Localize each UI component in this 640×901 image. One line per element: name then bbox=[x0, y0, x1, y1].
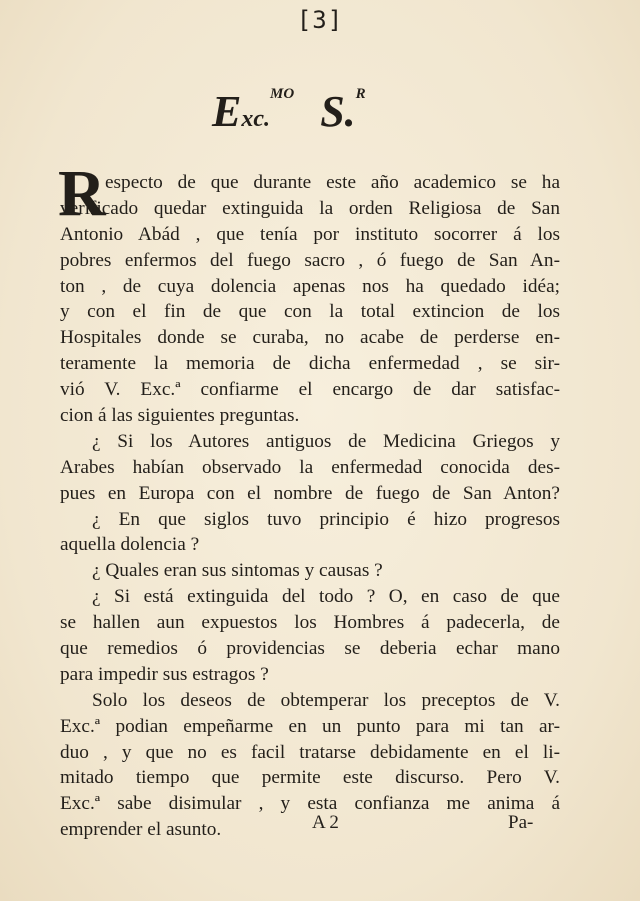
text-line: se hallen aun expuestos los Hombres á padecerla, de bbox=[60, 612, 560, 634]
text-line: duo , y que no es facil tratarse debidamente en el li- bbox=[60, 741, 560, 763]
text-line: pobres enfermos del fuego sacro , ó fuego de San An- bbox=[60, 249, 560, 271]
salutation-heading bbox=[212, 86, 366, 137]
text-line: ton , de cuya dolencia apenas nos ha quedado idéa; bbox=[60, 275, 560, 297]
salutation-s-capital: S. bbox=[320, 87, 356, 136]
catchword: Pa- bbox=[508, 812, 534, 833]
salutation-s-superscript: R bbox=[355, 85, 366, 102]
text-line: y con el fin de que con la total extincion de los bbox=[60, 301, 560, 323]
text-line: que remedios ó providencias se deberia echar mano bbox=[60, 638, 560, 660]
signature-mark: A 2 bbox=[312, 812, 339, 833]
text-line: Solo los deseos de obtemperar los preceptos de V. bbox=[92, 689, 560, 711]
text-line: Hospitales donde se curaba, no acabe de perderse en- bbox=[60, 327, 560, 349]
text-line: Antonio Abád , que tenía por instituto socorrer á los bbox=[60, 223, 560, 245]
text-line: verificado quedar extinguida la orden Religiosa de San bbox=[60, 197, 560, 219]
salutation-e-rest: xc. bbox=[241, 106, 271, 132]
text-line: mitado tiempo que permite este discurso. Pero V. bbox=[60, 767, 560, 789]
text-line: para impedir sus estragos ? bbox=[60, 663, 269, 685]
text-line: Exc.ª podian empeñarme en un punto para mi tan ar- bbox=[60, 715, 560, 737]
salutation-e-superscript: MO bbox=[270, 85, 295, 102]
body-text bbox=[60, 170, 560, 843]
text-line: ¿ Si está extinguida del todo ? O, en caso de que bbox=[92, 586, 560, 608]
text-line: Exc.ª sabe disimular , y esta confianza me anima á bbox=[60, 793, 560, 815]
text-line: ¿ Quales eran sus sintomas y causas ? bbox=[92, 560, 383, 582]
text-line: cion á las siguientes preguntas. bbox=[60, 405, 300, 427]
text-line: emprender el asunto. bbox=[60, 819, 222, 841]
text-line: vió V. Exc.ª confiarme el encargo de dar satisfac- bbox=[60, 379, 560, 401]
text-line: especto de que durante este año academico se ha bbox=[105, 172, 560, 193]
text-line: ¿ En que siglos tuvo principio é hizo progresos bbox=[92, 508, 560, 530]
page-number: [3] bbox=[296, 6, 344, 34]
text-line: Arabes habían observado la enfermedad conocida des- bbox=[60, 456, 560, 478]
text-line: aquella dolencia ? bbox=[60, 534, 200, 556]
text-line: ¿ Si los Autores antiguos de Medicina Griegos y bbox=[92, 430, 560, 452]
salutation-e-capital: E bbox=[212, 87, 242, 136]
text-line: teramente la memoria de dicha enfermedad , se sir- bbox=[60, 353, 560, 375]
text-line: pues en Europa con el nombre de fuego de San Anton? bbox=[60, 482, 560, 504]
drop-cap: R bbox=[58, 157, 106, 230]
